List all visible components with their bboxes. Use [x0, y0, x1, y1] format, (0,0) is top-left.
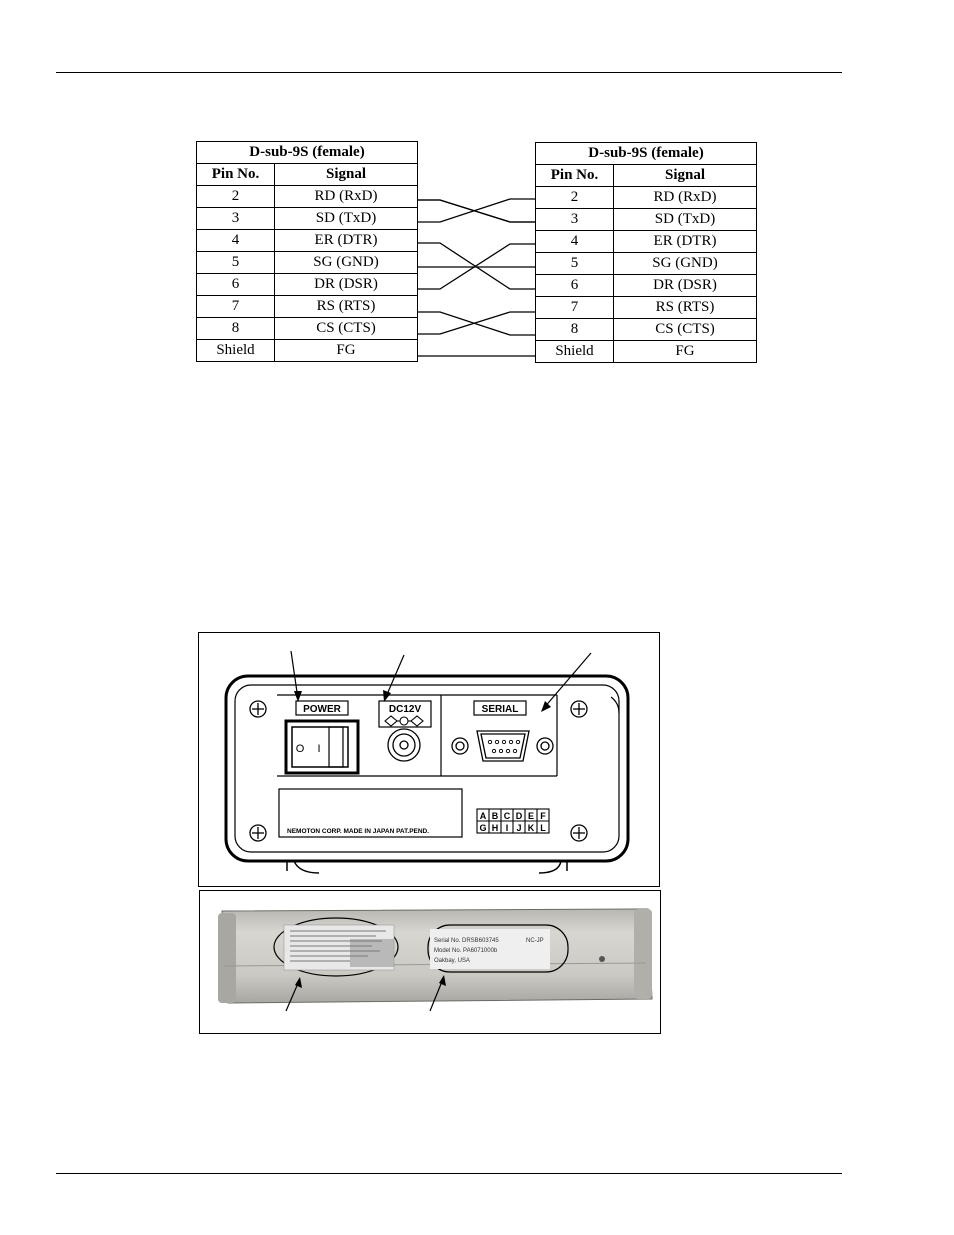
right-header-signal: Signal	[614, 165, 757, 187]
right-table-signal-cell: ER (DTR)	[614, 231, 757, 253]
left-table-signal-cell: SG (GND)	[275, 252, 418, 274]
right-table-signal-cell: RS (RTS)	[614, 297, 757, 319]
power-label: POWER	[303, 704, 341, 715]
left-table-pin-cell: 6	[197, 274, 275, 296]
right-table-signal-cell: CS (CTS)	[614, 319, 757, 341]
left-table-pin-cell: 3	[197, 208, 275, 230]
left-table-pin-cell: 5	[197, 252, 275, 274]
switch-on-mark: I	[317, 743, 321, 755]
grid-letter: L	[540, 823, 546, 833]
left-table-signal-cell: ER (DTR)	[275, 230, 418, 252]
bottom-panel-figure	[199, 890, 661, 1034]
screw-icon-bottom-right	[571, 825, 587, 841]
arrowhead-power	[294, 691, 302, 702]
bottom-panel-photo	[200, 891, 660, 1033]
right-header-pin: Pin No.	[536, 165, 614, 187]
screw-icon-top-right	[571, 701, 587, 717]
arrowhead-dc	[383, 690, 391, 702]
left-table-pin-cell: 4	[197, 230, 275, 252]
right-table-pin-cell: 7	[536, 297, 614, 319]
grid-letter: A	[479, 811, 487, 821]
warning-label	[274, 918, 398, 976]
left-table-title: D-sub-9S (female)	[197, 142, 418, 164]
left-table-pin-cell: Shield	[197, 340, 275, 362]
dc-label: DC12V	[388, 704, 422, 715]
left-table-signal-cell: RS (RTS)	[275, 296, 418, 318]
grid-letter: G	[479, 823, 487, 833]
left-header-pin: Pin No.	[197, 164, 275, 186]
dc-jack-icon	[388, 729, 420, 761]
wire-3-2	[417, 199, 535, 222]
screw-icon-bottom-left	[250, 825, 266, 841]
grid-letter: I	[505, 823, 509, 833]
right-table-signal-cell: DR (DSR)	[614, 275, 757, 297]
wire-8-7	[417, 312, 535, 334]
serial-connector-icon	[452, 731, 553, 761]
left-table-signal-cell: SD (TxD)	[275, 208, 418, 230]
right-table-signal-cell: SD (TxD)	[614, 209, 757, 231]
right-table-pin-cell: 8	[536, 319, 614, 341]
crossover-wiring-diagram	[0, 0, 954, 400]
grid-letter: B	[491, 811, 499, 821]
right-table-pin-cell: 5	[536, 253, 614, 275]
grid-letter: C	[503, 811, 511, 821]
footer-rule	[56, 1173, 842, 1174]
left-table-signal-cell: CS (CTS)	[275, 318, 418, 340]
grid-letter: D	[515, 811, 523, 821]
screw-icon-top-left	[250, 701, 266, 717]
front-panel-figure	[198, 632, 660, 887]
right-table-pin-cell: 6	[536, 275, 614, 297]
serial-number-text: Serial No. DRSB603745	[434, 938, 499, 944]
grid-letter: J	[516, 823, 522, 833]
wire-2-3	[417, 200, 535, 222]
callout-arrow-serial	[543, 653, 591, 709]
left-table-signal-cell: RD (RxD)	[275, 186, 418, 208]
right-table-signal-cell: SG (GND)	[614, 253, 757, 275]
model-number-text: Model No. PA6071000b	[434, 948, 498, 954]
arrowhead-serial	[541, 701, 551, 712]
location-text: Oakbay, USA	[434, 958, 470, 964]
right-table-pin-cell: 3	[536, 209, 614, 231]
front-panel-drawing	[199, 633, 659, 886]
right-table-signal-cell: RD (RxD)	[614, 187, 757, 209]
switch-off-mark: O	[295, 743, 305, 755]
serial-suffix-text: NC-JP	[526, 938, 544, 944]
left-header-signal: Signal	[275, 164, 418, 186]
right-table-title: D-sub-9S (female)	[536, 143, 757, 165]
wire-7-8	[417, 312, 535, 335]
letter-grid	[477, 809, 549, 833]
grid-letter: K	[527, 823, 535, 833]
polarity-icon	[385, 716, 423, 726]
left-table-pin-cell: 7	[197, 296, 275, 318]
right-table-pin-cell: 4	[536, 231, 614, 253]
right-table-pin-cell: 2	[536, 187, 614, 209]
right-table-signal-cell: FG	[614, 341, 757, 363]
right-table-pin-cell: Shield	[536, 341, 614, 363]
grid-letter: E	[527, 811, 535, 821]
grid-letter: F	[540, 811, 546, 821]
serial-label: SERIAL	[481, 704, 519, 715]
maker-text: NEMOTON CORP. MADE IN JAPAN PAT.PEND.	[287, 828, 430, 835]
left-table-signal-cell: DR (DSR)	[275, 274, 418, 296]
left-table-pin-cell: 2	[197, 186, 275, 208]
grid-letter: H	[491, 823, 499, 833]
left-table-pin-cell: 8	[197, 318, 275, 340]
screw-hole-icon	[599, 956, 605, 962]
left-table-signal-cell: FG	[275, 340, 418, 362]
